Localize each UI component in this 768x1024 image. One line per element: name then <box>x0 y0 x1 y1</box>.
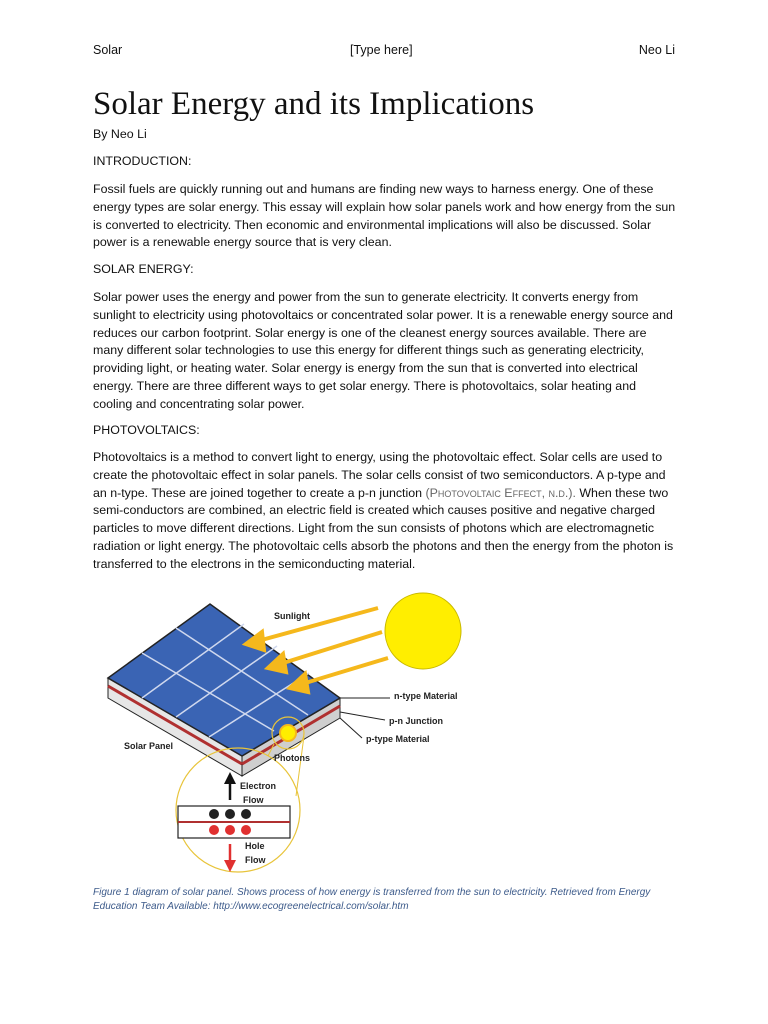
label-pn-junction: p-n Junction <box>389 716 443 726</box>
hole-dots <box>209 825 251 835</box>
pv-citation: (Photovoltaic Effect, n.d.). <box>425 485 576 500</box>
label-hole: Hole <box>245 841 265 851</box>
photon-glow <box>280 725 296 741</box>
header-right: Neo Li <box>638 43 675 57</box>
electron-flow-arrow <box>224 772 236 784</box>
label-flow-hole: Flow <box>245 855 266 865</box>
electron-dots <box>209 809 251 819</box>
pv-text-after: When these two semi-conductors are combined, an electric field is created which causes positive and negative charged particles to move different directions. Light from the sun consists of photons which are electromagnetic radiation or light energy. The photovoltaic cells absorb the photons and then the energy from the photon is transferred to the electrons in the semiconducting material. <box>93 485 674 571</box>
sun-shape <box>385 593 461 669</box>
figure-caption: Figure 1 diagram of solar panel. Shows process of how energy is transferred from the sun to electricity. Retrieved from Energy Education Team Available: http://www.ecogreenelectrical.com/solar.htm <box>93 887 651 912</box>
label-solar-panel: Solar Panel <box>124 741 174 751</box>
label-n-type: n-type Material <box>394 691 458 701</box>
solar-panel-diagram <box>100 586 480 876</box>
photovoltaics-heading: PHOTOVOLTAICS: <box>93 423 200 437</box>
label-photons: Photons <box>274 753 310 763</box>
label-flow-electron: Flow <box>243 795 264 805</box>
header-left: Solar <box>93 43 123 57</box>
photovoltaics-paragraph <box>93 449 678 574</box>
label-p-type: p-type Material <box>366 734 430 744</box>
pv-text-before: Photovoltaics is a method to convert light to energy, using the photovoltaic effect. Solar cells are used to create the photovoltaic effect in solar panels. The solar cells consist of two semiconductors. A p-type and an n-type. These are joined together to create a p-n junction <box>93 450 666 500</box>
intro-heading: INTRODUCTION: <box>93 154 192 168</box>
solar-paragraph: Solar power uses the energy and power from the sun to generate electricity. It converts energy from sunlight to electricity using photovoltaics or concentrated solar power. It is a renewable energy source and reduces our carbon footprint. Solar energy is one of the cleanest energy sources available. There are many different solar technologies to use this energy for different things such as generating electricity, providing light, or heating water. Solar energy is energy from the sun that is converted into electrical energy. There are three different ways to get solar energy. There is photovoltaics, solar heating and cooling and concentrating solar power. <box>93 290 673 411</box>
solar-heading: SOLAR ENERGY: <box>93 262 194 276</box>
header-center[interactable]: [Type here] <box>350 43 413 57</box>
label-electron: Electron <box>240 781 277 791</box>
document-title: Solar Energy and its Implications <box>93 86 535 122</box>
byline: By Neo Li <box>93 127 147 141</box>
intro-paragraph: Fossil fuels are quickly running out and humans are finding new ways to harness energy. One of these energy types are solar energy. This essay will explain how solar panels work and how energy from the sun is converted to electricity. Then economic and environmental implications will also be discussed. Solar power is a renewable energy source that is very clean. <box>93 182 676 250</box>
label-sunlight: Sunlight <box>274 611 310 621</box>
page-header <box>93 43 675 61</box>
